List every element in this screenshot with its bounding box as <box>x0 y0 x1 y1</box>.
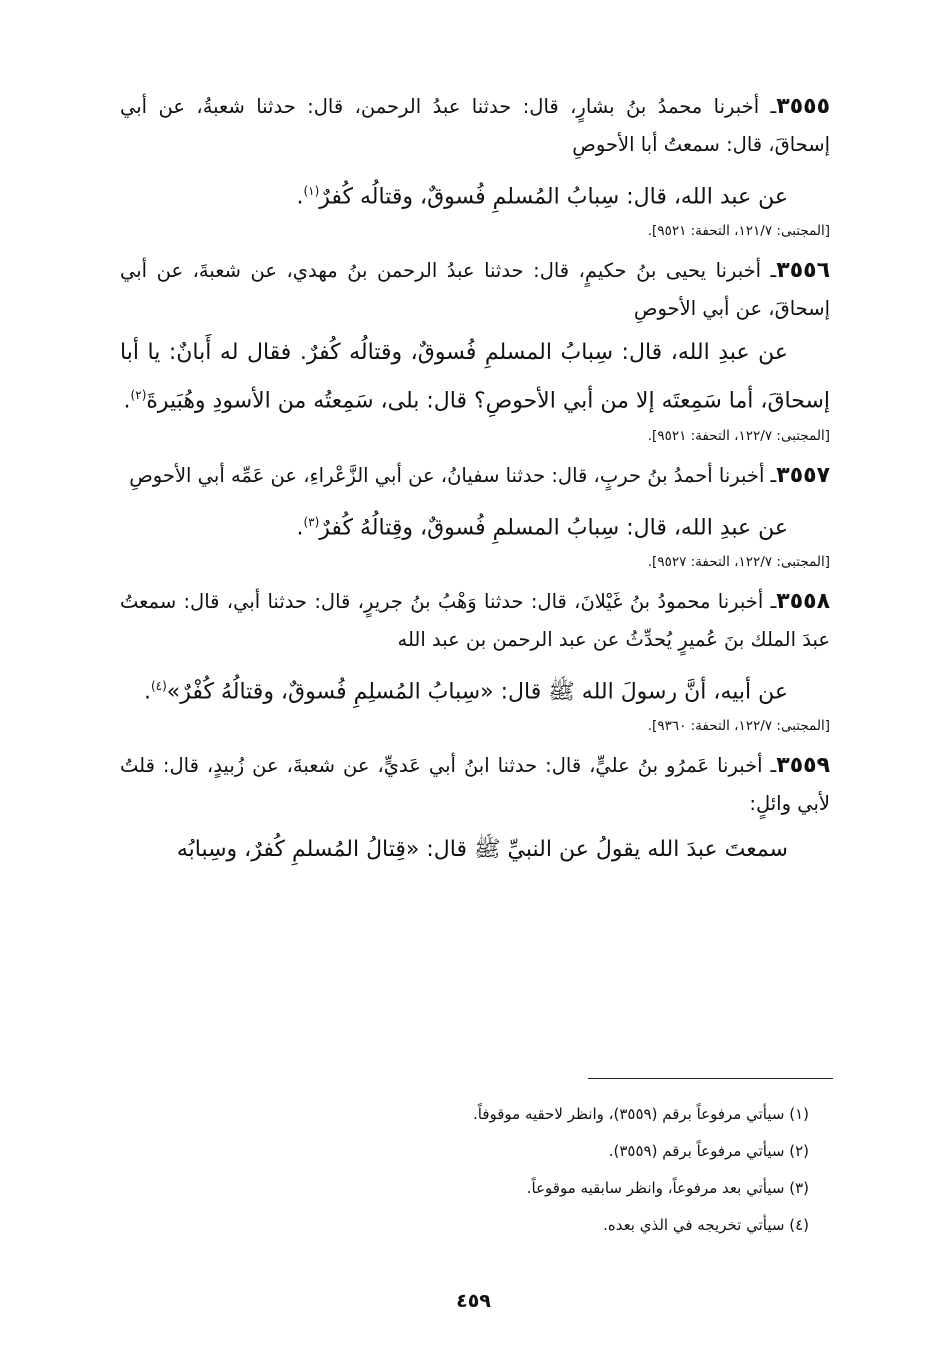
hadith-isnad <box>120 457 830 495</box>
hadith-number: ٣٥٥٧ <box>776 462 830 488</box>
hadith-isnad <box>120 88 830 164</box>
matn-text: عن عبد الله، قال: سِبابُ المُسلمِ فُسوقٌ، وقتالُه كُفرٌ <box>319 184 788 210</box>
hadith-number: ٣٥٥٦ <box>776 258 830 284</box>
footnote-marker[interactable]: (٤) <box>150 678 167 693</box>
footnote-marker[interactable]: (١) <box>303 184 320 198</box>
text-body <box>120 88 830 877</box>
matn-end: . <box>296 184 304 210</box>
hadith-number: ٣٥٥٩ <box>776 753 830 779</box>
hadith-entry <box>120 88 830 244</box>
hadith-reference: [المجتبى: ١٢٢/٧، التحفة: ٩٣٦٠]. <box>647 718 830 735</box>
hadith-matn <box>120 170 830 218</box>
hadith-matn <box>120 829 830 871</box>
matn-text: عن أبيه، أنَّ رسولَ الله ﷺ قال: «سِبابُ المُسلِمِ فُسوقٌ، وقتالُهُ كُفْرٌ» <box>166 679 788 705</box>
hadith-reference: [المجتبى: ١٢٢/٧، التحفة: ٩٥٢١]. <box>647 427 830 444</box>
matn-text: سمعتَ عبدَ الله يقولُ عن النبيِّ ﷺ قال: «قِتالُ المُسلمِ كُفرٌ، وسِبابُه <box>176 837 788 863</box>
hadith-entry <box>120 583 830 739</box>
matn-text: عن عبدِ الله، قال: سِبابُ المسلمِ فُسوقٌ، وقِتالُهُ كُفرٌ <box>319 514 788 540</box>
footnote: (٤) سيأتي تخريجه في الذي بعده. <box>603 1216 809 1234</box>
matn-end: . <box>296 514 304 540</box>
footnote-marker[interactable]: (٣) <box>303 514 320 529</box>
hadith-number: ٣٥٥٥ <box>776 94 830 119</box>
hadith-entry <box>120 457 830 575</box>
isnad-text: ـ أخبرنا أحمدُ بنُ حربٍ، قال: حدثنا سفيانُ، عن أبي الزَّعْراءِ، عن عَمِّه أبي الأحوصِ <box>129 463 777 487</box>
isnad-text: ـ أخبرنا عَمرُو بنُ عليٍّ، قال: حدثنا ابنُ أبي عَديٍّ، عن شعبةَ، عن زُبيدٍ، قال: قلتُ لأبي وائلٍ: <box>120 754 830 816</box>
hadith-matn <box>120 665 830 713</box>
matn-end: . <box>143 679 151 705</box>
hadith-matn <box>120 501 830 549</box>
matn-end: . <box>123 388 131 414</box>
hadith-number: ٣٥٥٨ <box>776 588 830 614</box>
isnad-text: ـ أخبرنا محمدُ بنُ بشارٍ، قال: حدثنا عبدُ الرحمن، قال: حدثنا شعبةُ، عن أبي إسحاقَ، قال: سمعتُ أبا الأحوصِ <box>120 95 830 156</box>
hadith-isnad <box>120 747 830 823</box>
isnad-text: ـ أخبرنا محمودُ بنُ غَيْلانَ، قال: حدثنا وَهْبُ بنُ جريرٍ، قال: حدثنا أبي، قال: سمعتُ عبدَ الملك بنَ عُميرٍ يُحدِّثُ عن عبد الرحمن بن عبد الله <box>120 589 830 651</box>
hadith-entry <box>120 252 830 448</box>
hadith-reference: [المجتبى: ١٢٢/٧، التحفة: ٩٥٢٧]. <box>647 553 830 570</box>
hadith-matn <box>120 332 830 422</box>
footnote-separator <box>588 1078 833 1079</box>
hadith-isnad <box>120 252 830 328</box>
footnotes <box>289 1096 809 1244</box>
isnad-text: ـ أخبرنا يحيى بنُ حكيمٍ، قال: حدثنا عبدُ الرحمن بنُ مهدي، عن شعبةَ، عن أبي إسحاقَ، عن أبي الأحوصِ <box>120 259 830 321</box>
footnote: (٣) سيأتي بعد مرفوعاً، وانظر سابقيه موقوعاً. <box>526 1179 809 1197</box>
matn-text: عن عبدِ الله، قال: سِبابُ المسلمِ فُسوقٌ، وقتالُه كُفرٌ. فقال له أَبانٌ: يا أبا إسحاقَ، أما سَمِعتَه إلا من أبي الأحوصِ؟ قال: بلى، سَمِعتُه من الأسودِ وهُبَيرةَ <box>120 340 830 414</box>
hadith-isnad <box>120 583 830 659</box>
footnote-marker[interactable]: (٢) <box>130 388 147 403</box>
page-number: ٤٥٩ <box>456 1290 491 1312</box>
hadith-entry <box>120 747 830 871</box>
footnote: (١) سيأتي مرفوعاً برقم (٣٥٥٩)، وانظر لاحقيه موقوفاً. <box>472 1105 809 1123</box>
hadith-reference: [المجتبى: ١٢١/٧، التحفة: ٩٥٢١]. <box>647 223 830 240</box>
footnote: (٢) سيأتي مرفوعاً برقم (٣٥٥٩). <box>608 1142 809 1160</box>
